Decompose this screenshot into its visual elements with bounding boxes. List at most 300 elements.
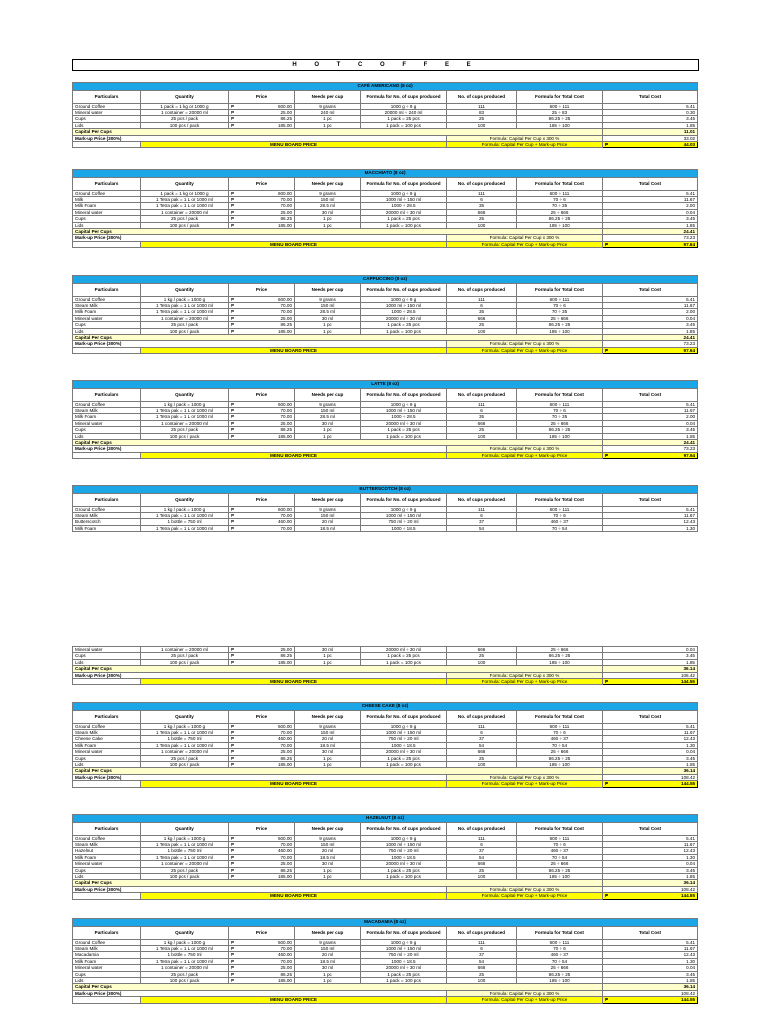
column-header: Needs per cup [295, 283, 361, 296]
table-cell: 1 bottle = 750 ml [141, 736, 229, 742]
table-cell: 100 pcs / pack [141, 433, 229, 439]
column-header: Particulars [73, 388, 141, 401]
peso-sign: ₱ [231, 116, 235, 122]
product-title: CAFÉ AMERICANO (8 oz) [73, 83, 698, 91]
table-cell: Steam Milk [73, 408, 141, 414]
peso-sign: ₱ [231, 103, 235, 109]
table-cell: 3.45 [603, 116, 698, 122]
cell-value: 185.00 [277, 978, 292, 984]
peso-sign: ₱ [231, 408, 235, 413]
table-cell: 1000 ÷ 18.5 [361, 742, 447, 748]
menu-board-label: MENU BOARD PRICE [141, 142, 447, 148]
table-cell: 12.43 [603, 519, 698, 525]
table-cell: Milk Foam [73, 958, 141, 964]
table-cell: 185 ÷ 100 [517, 874, 603, 880]
table-cell [229, 874, 295, 880]
table-cell: 1000 g ÷ 9 g [361, 723, 447, 729]
table-cell: 2.00 [603, 309, 698, 315]
table-cell: 1 pc [295, 433, 361, 439]
table-cell: 1 Tetra pak = 1 L or 1000 ml [141, 197, 229, 203]
table-cell: 1 container = 20000 ml [141, 315, 229, 321]
capital-label: Capital Per Cups [73, 335, 603, 341]
table-cell: Ground Coffee [73, 190, 141, 196]
cell-value: 70.00 [280, 414, 292, 420]
table-cell: 54 [447, 742, 517, 748]
table-cell: 1 pc [295, 874, 361, 880]
table-cell: Ground Coffee [73, 939, 141, 945]
peso-sign: ₱ [231, 958, 235, 964]
markup-label: Mark-up Price (300%) [73, 774, 447, 780]
table-cell: 1 Tetra pak = 1 L or 1000 ml [141, 842, 229, 848]
table-cell: 35 [447, 414, 517, 420]
table-cell: 25 pcs / pack [141, 971, 229, 977]
column-header: No. of cups produced [447, 283, 517, 296]
table-cell: 100 [447, 762, 517, 768]
column-header: Formula for Total Cost [517, 177, 603, 190]
cell-value: 97.64 [683, 452, 696, 458]
table-cell: 5.41 [603, 506, 698, 512]
table-cell: 70 ÷ 6 [517, 408, 603, 414]
table-cell: 1 pack = 100 pcs [361, 978, 447, 984]
table-cell: 1 bottle = 750 ml [141, 519, 229, 525]
peso-sign: ₱ [231, 401, 235, 407]
markup-formula: Formula: Capital Per Cup x 300 % [447, 235, 603, 241]
markup-value: 73.23 [603, 341, 698, 347]
table-cell: 12.43 [603, 952, 698, 958]
table-cell: 5.41 [603, 103, 698, 109]
table-cell: 1.85 [603, 762, 698, 768]
cell-value: 86.25 [280, 216, 292, 222]
column-header: Needs per cup [295, 388, 361, 401]
table-cell: 11.67 [603, 197, 698, 203]
column-header: Formula for Total Cost [517, 388, 603, 401]
table-cell: 35 [447, 203, 517, 209]
table-cell: 6 [447, 408, 517, 414]
table-cell: 111 [447, 939, 517, 945]
column-header: Quantity [141, 822, 229, 835]
cell-value: 185.00 [277, 328, 292, 334]
cell-value: 144.55 [681, 781, 696, 787]
table-cell: 1 pack = 100 pcs [361, 222, 447, 228]
table-cell: Lids [73, 222, 141, 228]
peso-sign: ₱ [231, 854, 235, 860]
table-cell: 1 kg / pack = 1000 g [141, 723, 229, 729]
menu-board-formula: Formula: Capital Per Cup + Mark-up Price [447, 781, 603, 787]
peso-sign: ₱ [231, 653, 235, 659]
table-cell: 3.45 [603, 867, 698, 873]
column-header: Formula for No. of cups produced [361, 90, 447, 103]
peso-sign: ₱ [605, 241, 609, 247]
cell-value: 70.00 [280, 525, 292, 531]
menu-board-label: MENU BOARD PRICE [141, 997, 447, 1003]
table-cell: Ground Coffee [73, 506, 141, 512]
markup-formula: Formula: Capital Per Cup x 300 % [447, 672, 603, 678]
table-cell: 1 pc [295, 978, 361, 984]
table-cell: Cups [73, 116, 141, 122]
table-cell: 86.25 ÷ 25 [517, 322, 603, 328]
table-cell: 1 pack = 25 pcs [361, 427, 447, 433]
table-cell: 100 [447, 328, 517, 334]
table-cell: Ground Coffee [73, 401, 141, 407]
column-header: Formula for Total Cost [517, 710, 603, 723]
table-cell: 11.67 [603, 946, 698, 952]
table-cell: 20 ml [295, 736, 361, 742]
table-cell: 185 ÷ 100 [517, 659, 603, 665]
product-title: LATTE (8 oz) [73, 381, 698, 389]
table-cell: 100 pcs / pack [141, 222, 229, 228]
table-cell: 25 pcs / pack [141, 427, 229, 433]
table-cell: 1 container = 20000 ml [141, 965, 229, 971]
table-cell: 5.41 [603, 296, 698, 302]
table-cell: 25 ÷ 666 [517, 209, 603, 215]
table-cell: 1 container = 20000 ml [141, 861, 229, 867]
table-cell: 1.85 [603, 328, 698, 334]
table-cell: 100 pcs / pack [141, 328, 229, 334]
table-cell: 20000 ml ÷ 30 ml [361, 749, 447, 755]
table-cell: 0.04 [603, 420, 698, 426]
table-cell: 9 grams [295, 939, 361, 945]
table-cell: 0.04 [603, 861, 698, 867]
table-cell: 1000 g ÷ 9 g [361, 103, 447, 109]
table-cell: 1 pack = 100 pcs [361, 433, 447, 439]
peso-sign: ₱ [231, 427, 235, 433]
table-cell: 86.25 ÷ 25 [517, 755, 603, 761]
peso-sign: ₱ [231, 867, 235, 873]
table-cell: 70 ÷ 54 [517, 854, 603, 860]
table-cell: 111 [447, 506, 517, 512]
capital-label: Capital Per Cups [73, 880, 603, 886]
table-cell: 100 [447, 222, 517, 228]
peso-sign: ₱ [231, 842, 235, 847]
table-cell: 100 [447, 659, 517, 665]
peso-sign: ₱ [231, 978, 235, 984]
markup-value: 108.42 [603, 774, 698, 780]
peso-sign: ₱ [231, 848, 235, 854]
table-cell: Butterscotch [73, 519, 141, 525]
table-cell: Steam Milk [73, 303, 141, 309]
markup-formula: Formula: Capital Per Cup x 300 % [447, 990, 603, 996]
peso-sign: ₱ [231, 730, 235, 735]
menu-board-price [603, 893, 698, 899]
column-header: Formula for No. of cups produced [361, 283, 447, 296]
table-cell: 1 container = 20000 ml [141, 209, 229, 215]
table-cell [229, 433, 295, 439]
table-cell: 100 [447, 122, 517, 128]
column-header: No. of cups produced [447, 388, 517, 401]
table-cell: 25 [447, 971, 517, 977]
column-header: Particulars [73, 493, 141, 506]
table-cell: 1 container = 20000 ml [141, 749, 229, 755]
table-cell: 25 pcs / pack [141, 755, 229, 761]
cell-value: 86.25 [280, 427, 292, 433]
table-cell: 111 [447, 296, 517, 302]
cell-value: 144.55 [680, 893, 696, 899]
table-cell: 1 kg / pack = 1000 g [141, 401, 229, 407]
spacer [73, 781, 141, 787]
table-cell: 1 pack = 100 pcs [361, 762, 447, 768]
menu-board-price [603, 347, 698, 353]
table-cell: 1 pc [295, 762, 361, 768]
cost-table-1 [72, 169, 697, 248]
table-cell: 25 [447, 427, 517, 433]
cell-value: 70.00 [280, 854, 292, 860]
column-header: Needs per cup [295, 926, 361, 939]
table-cell: 1 pc [295, 755, 361, 761]
table-cell: 9 grams [295, 723, 361, 729]
column-header: Formula for Total Cost [517, 926, 603, 939]
peso-sign: ₱ [231, 203, 235, 209]
table-cell: 25 ÷ 83 [517, 110, 603, 116]
peso-sign: ₱ [605, 142, 609, 148]
table-cell: 25 ÷ 666 [517, 965, 603, 971]
table-cell: 111 [447, 103, 517, 109]
table-cell: Cups [73, 322, 141, 328]
column-header: Price [229, 90, 295, 103]
table-cell: 0.30 [603, 110, 698, 116]
table-cell: 20000 ml ÷ 30 ml [361, 315, 447, 321]
table-cell: 1 pack = 100 pcs [361, 328, 447, 334]
table-cell: 20000 ml ÷ 30 ml [361, 420, 447, 426]
table-cell: Milk Foam [73, 854, 141, 860]
table-cell: 3.45 [603, 653, 698, 659]
column-header: Formula for No. of cups produced [361, 822, 447, 835]
table-cell: 70 ÷ 6 [517, 730, 603, 736]
menu-board-formula: Formula: Capital Per Cup + Mark-up Price [447, 347, 603, 353]
table-cell: 20 ml [295, 848, 361, 854]
table-cell: Macadamia [73, 952, 141, 958]
table-cell: 9 grams [295, 835, 361, 841]
table-cell: 1 Tetra pak = 1 L or 1000 ml [141, 742, 229, 748]
table-cell: Hazelnut [73, 848, 141, 854]
table-cell: 1 pc [295, 427, 361, 433]
table-cell: 150 ml [295, 197, 361, 203]
cell-value: 25.00 [280, 861, 292, 867]
table-cell: Cups [73, 427, 141, 433]
table-cell: 100 [447, 433, 517, 439]
cell-value: 86.25 [280, 116, 292, 122]
table-cell: 111 [447, 190, 517, 196]
table-cell: 1 Tetra pak = 1 L or 1000 ml [141, 309, 229, 315]
cell-value: 185.00 [277, 762, 292, 768]
table-cell: 11.67 [603, 408, 698, 414]
table-cell: 1 pack = 25 pcs [361, 867, 447, 873]
markup-formula: Formula: Capital Per Cup x 300 % [447, 446, 603, 452]
table-cell: Milk Foam [73, 309, 141, 315]
table-cell: 100 pcs / pack [141, 978, 229, 984]
column-header: Quantity [141, 388, 229, 401]
cell-value: 600.00 [277, 190, 292, 196]
cell-value: 600.00 [277, 835, 292, 841]
markup-label: Mark-up Price (300%) [73, 135, 447, 141]
column-header: Needs per cup [295, 822, 361, 835]
table-cell: 1 pc [295, 216, 361, 222]
table-cell: 150 ml [295, 946, 361, 952]
table-cell: Cups [73, 867, 141, 873]
table-cell: 18.5 ml [295, 742, 361, 748]
cell-value: 70.00 [280, 203, 292, 209]
table-cell: 1000 g ÷ 9 g [361, 506, 447, 512]
table-cell: 600 ÷ 111 [517, 506, 603, 512]
table-cell: 3.45 [603, 427, 698, 433]
table-cell: Lids [73, 328, 141, 334]
markup-formula: Formula: Capital Per Cup x 300 % [447, 886, 603, 892]
table-cell: 1 pc [295, 116, 361, 122]
table-cell: 37 [447, 848, 517, 854]
table-cell: 25 [447, 653, 517, 659]
markup-value: 108.42 [603, 886, 698, 892]
table-row [73, 525, 698, 531]
table-cell: 1.85 [603, 978, 698, 984]
table-cell: 70 ÷ 35 [517, 203, 603, 209]
capital-label: Capital Per Cups [73, 666, 603, 672]
peso-sign: ₱ [231, 742, 235, 748]
cell-value: 86.25 [280, 322, 292, 328]
table-cell: 70 ÷ 6 [517, 842, 603, 848]
table-cell: Milk Foam [73, 742, 141, 748]
table-cell: 1 Tetra pak = 1 L or 1000 ml [141, 414, 229, 420]
table-cell: 6 [447, 842, 517, 848]
cell-value: 25.00 [280, 315, 292, 321]
table-cell: Mineral water [73, 315, 141, 321]
table-cell: 600 ÷ 111 [517, 190, 603, 196]
table-cell: Lids [73, 978, 141, 984]
table-cell: 6 [447, 513, 517, 519]
table-cell: 1000 ÷ 28.5 [361, 309, 447, 315]
table-cell: 25 ÷ 666 [517, 749, 603, 755]
capital-value: 36.14 [603, 880, 698, 886]
column-header: Needs per cup [295, 710, 361, 723]
table-cell: 1.85 [603, 433, 698, 439]
table-cell: 18.5 ml [295, 958, 361, 964]
cell-value: 185.00 [277, 122, 292, 128]
cell-value: 25.00 [280, 209, 292, 215]
cell-value: 185.00 [277, 659, 292, 665]
table-cell: 9 grams [295, 103, 361, 109]
table-cell: 0.04 [603, 315, 698, 321]
cell-value: 86.25 [280, 971, 292, 977]
table-cell: 0.04 [603, 749, 698, 755]
markup-value: 73.23 [603, 235, 698, 241]
table-cell: 600 ÷ 111 [517, 401, 603, 407]
table-cell: 11.67 [603, 730, 698, 736]
column-header: Quantity [141, 926, 229, 939]
peso-sign: ₱ [231, 525, 235, 531]
table-cell: Cups [73, 971, 141, 977]
markup-value: 73.23 [603, 446, 698, 452]
table-cell: 150 ml [295, 513, 361, 519]
table-cell: 100 [447, 874, 517, 880]
peso-sign: ₱ [231, 861, 235, 867]
table-cell: 25 [447, 755, 517, 761]
table-cell: 1000 g ÷ 9 g [361, 835, 447, 841]
table-cell: 111 [447, 401, 517, 407]
table-cell: 20000 ml ÷ 30 ml [361, 861, 447, 867]
column-header: Formula for Total Cost [517, 90, 603, 103]
table-cell: 100 pcs / pack [141, 762, 229, 768]
cell-value: 70.00 [280, 303, 292, 308]
peso-sign: ₱ [605, 452, 609, 458]
table-cell: 25 pcs / pack [141, 322, 229, 328]
table-cell: 86.25 ÷ 25 [517, 427, 603, 433]
table-cell: Mineral water [73, 965, 141, 971]
cell-value: 144.55 [680, 679, 695, 685]
table-cell: 70 ÷ 6 [517, 946, 603, 952]
peso-sign: ₱ [231, 874, 235, 880]
peso-sign: ₱ [231, 296, 235, 302]
table-cell: 666 [447, 420, 517, 426]
peso-sign: ₱ [231, 420, 235, 426]
table-cell: Mineral water [73, 861, 141, 867]
table-cell: 25 [447, 216, 517, 222]
table-cell: 600 ÷ 111 [517, 939, 603, 945]
table-cell: 666 [447, 647, 517, 653]
table-cell: 1 pack = 100 pcs [361, 659, 447, 665]
peso-sign: ₱ [231, 315, 235, 321]
table-cell: 25 pcs / pack [141, 867, 229, 873]
column-header: Needs per cup [295, 90, 361, 103]
cost-table-6 [72, 702, 697, 788]
table-cell: Lids [73, 122, 141, 128]
table-cell: 28.5 ml [295, 414, 361, 420]
product-title: MACCHIATO (8 oz) [73, 170, 698, 178]
table-cell: 20000 ml ÷ 30 ml [361, 647, 447, 653]
table-cell: 6 [447, 303, 517, 309]
table-cell: 750 ml ÷ 20 ml [361, 519, 447, 525]
table-cell: Cups [73, 216, 141, 222]
cell-value: 70.00 [280, 513, 292, 518]
table-cell: 3.45 [603, 216, 698, 222]
table-cell: 70 ÷ 54 [517, 525, 603, 531]
markup-value: 108.42 [603, 672, 698, 678]
table-cell: 100 pcs / pack [141, 874, 229, 880]
table-cell: Cups [73, 755, 141, 761]
table-cell: 1 pc [295, 328, 361, 334]
cell-value: 460.00 [277, 736, 292, 742]
table-cell: Ground Coffee [73, 723, 141, 729]
table-cell: 100 pcs / pack [141, 659, 229, 665]
table-cell: 1 Tetra pak = 1 L or 1000 ml [141, 525, 229, 531]
table-cell: 70 ÷ 6 [517, 303, 603, 309]
column-header: No. of cups produced [447, 90, 517, 103]
table-cell: 1 pack = 25 pcs [361, 116, 447, 122]
peso-sign: ₱ [231, 110, 235, 115]
spacer [73, 347, 141, 353]
table-cell: 666 [447, 861, 517, 867]
column-header: Quantity [141, 177, 229, 190]
cell-value: 25.00 [280, 420, 292, 426]
column-header: Total Cost [603, 177, 698, 190]
peso-sign: ₱ [231, 506, 235, 512]
table-cell: 70 ÷ 35 [517, 309, 603, 315]
markup-label: Mark-up Price (300%) [73, 886, 447, 892]
table-cell: 600 ÷ 111 [517, 296, 603, 302]
table-cell: 1 pack = 25 pcs [361, 216, 447, 222]
column-header: Particulars [73, 283, 141, 296]
table-cell: 1000 g ÷ 9 g [361, 190, 447, 196]
peso-sign: ₱ [231, 965, 235, 971]
table-cell: 30 ml [295, 965, 361, 971]
table-cell: 9 grams [295, 506, 361, 512]
table-cell: 1 kg / pack = 1000 g [141, 506, 229, 512]
cell-value: 25.00 [280, 647, 292, 652]
peso-sign: ₱ [231, 723, 235, 729]
table-cell: 86.25 ÷ 25 [517, 116, 603, 122]
table-cell: 86.25 ÷ 25 [517, 971, 603, 977]
column-header: Total Cost [603, 493, 698, 506]
peso-sign: ₱ [231, 122, 235, 128]
table-cell: Milk Foam [73, 203, 141, 209]
table-cell: 20000 ml ÷ 30 ml [361, 209, 447, 215]
